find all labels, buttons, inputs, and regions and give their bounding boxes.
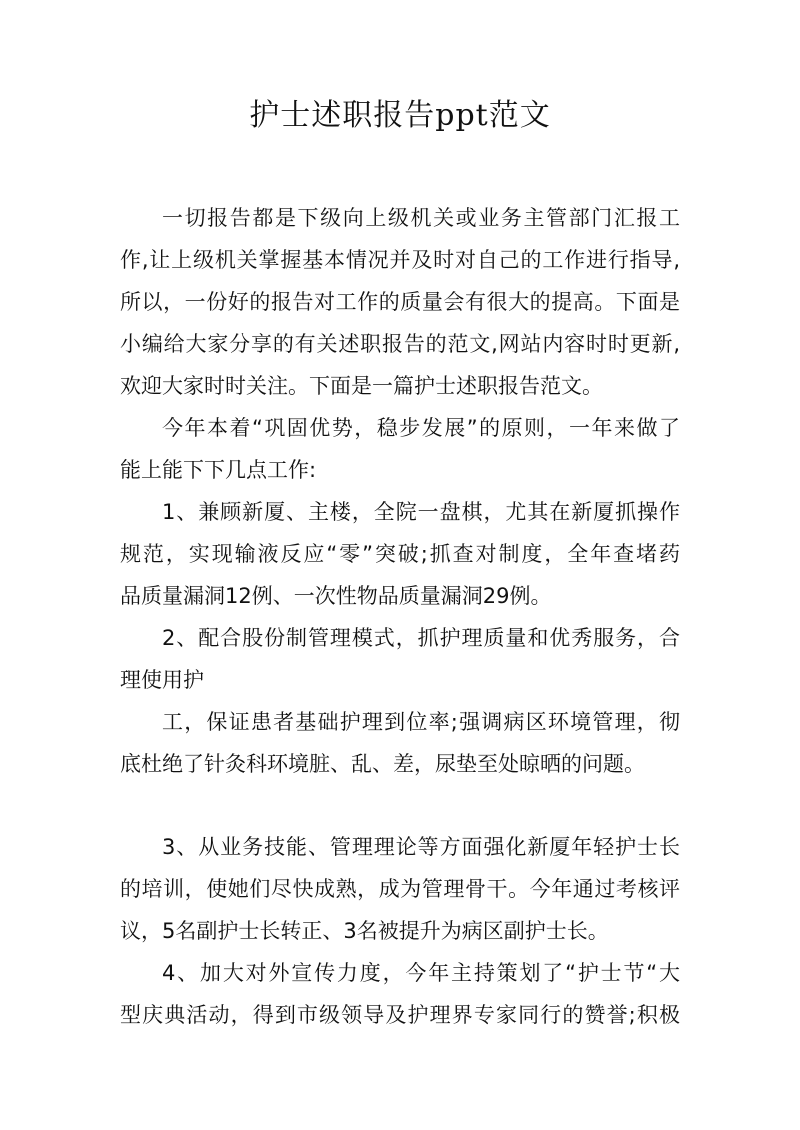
paragraph-line: 型庆典活动，得到市级领导及护理界专家同行的赞誉;积极 <box>120 1003 680 1027</box>
paragraph-line: 欢迎大家时时关注。下面是一篇护士述职报告范文。 <box>120 374 603 398</box>
paragraph-line: 能上能下下几点工作: <box>120 458 317 482</box>
paragraph-line: 一切报告都是下级向上级机关或业务主管部门汇报工 <box>162 206 680 230</box>
paragraph-line: 底杜绝了针灸科环境脏、乱、差，尿垫至处晾晒的问题。 <box>120 752 645 776</box>
paragraph-line: 的培训，使她们尽快成熟，成为管理骨干。今年通过考核评 <box>120 877 680 901</box>
paragraph-line: 规范，实现输液反应“零”突破;抓查对制度，全年查堵药 <box>120 542 680 566</box>
paragraph-line: 小编给大家分享的有关述职报告的范文,网站内容时时更新, <box>120 332 680 356</box>
paragraph-line: 4、加大对外宣传力度，今年主持策划了“护士节“大 <box>162 961 680 985</box>
paragraph-line: 3、从业务技能、管理理论等方面强化新厦年轻护士长 <box>162 835 680 859</box>
paragraph-line: 2、配合股份制管理模式，抓护理质量和优秀服务，合 <box>162 626 680 650</box>
document-title: 护士述职报告ppt范文 <box>249 98 551 133</box>
paragraph-line: 工，保证患者基础护理到位率;强调病区环境管理，彻 <box>162 710 680 734</box>
paragraph-line: 议，5名副护士长转正、3名被提升为病区副护士长。 <box>120 919 609 943</box>
paragraph-line: 所以，一份好的报告对工作的质量会有很大的提高。下面是 <box>120 290 680 314</box>
paragraph-line: 作,让上级机关掌握基本情况并及时对自己的工作进行指导, <box>120 248 680 272</box>
paragraph-line: 品质量漏洞12例、一次性物品质量漏洞29例。 <box>120 584 552 608</box>
paragraph-line: 1、兼顾新厦、主楼，全院一盘棋，尤其在新厦抓操作 <box>162 500 680 524</box>
paragraph-line: 今年本着“巩固优势，稳步发展”的原则，一年来做了 <box>162 416 680 440</box>
paragraph-line: 理使用护 <box>120 668 204 692</box>
